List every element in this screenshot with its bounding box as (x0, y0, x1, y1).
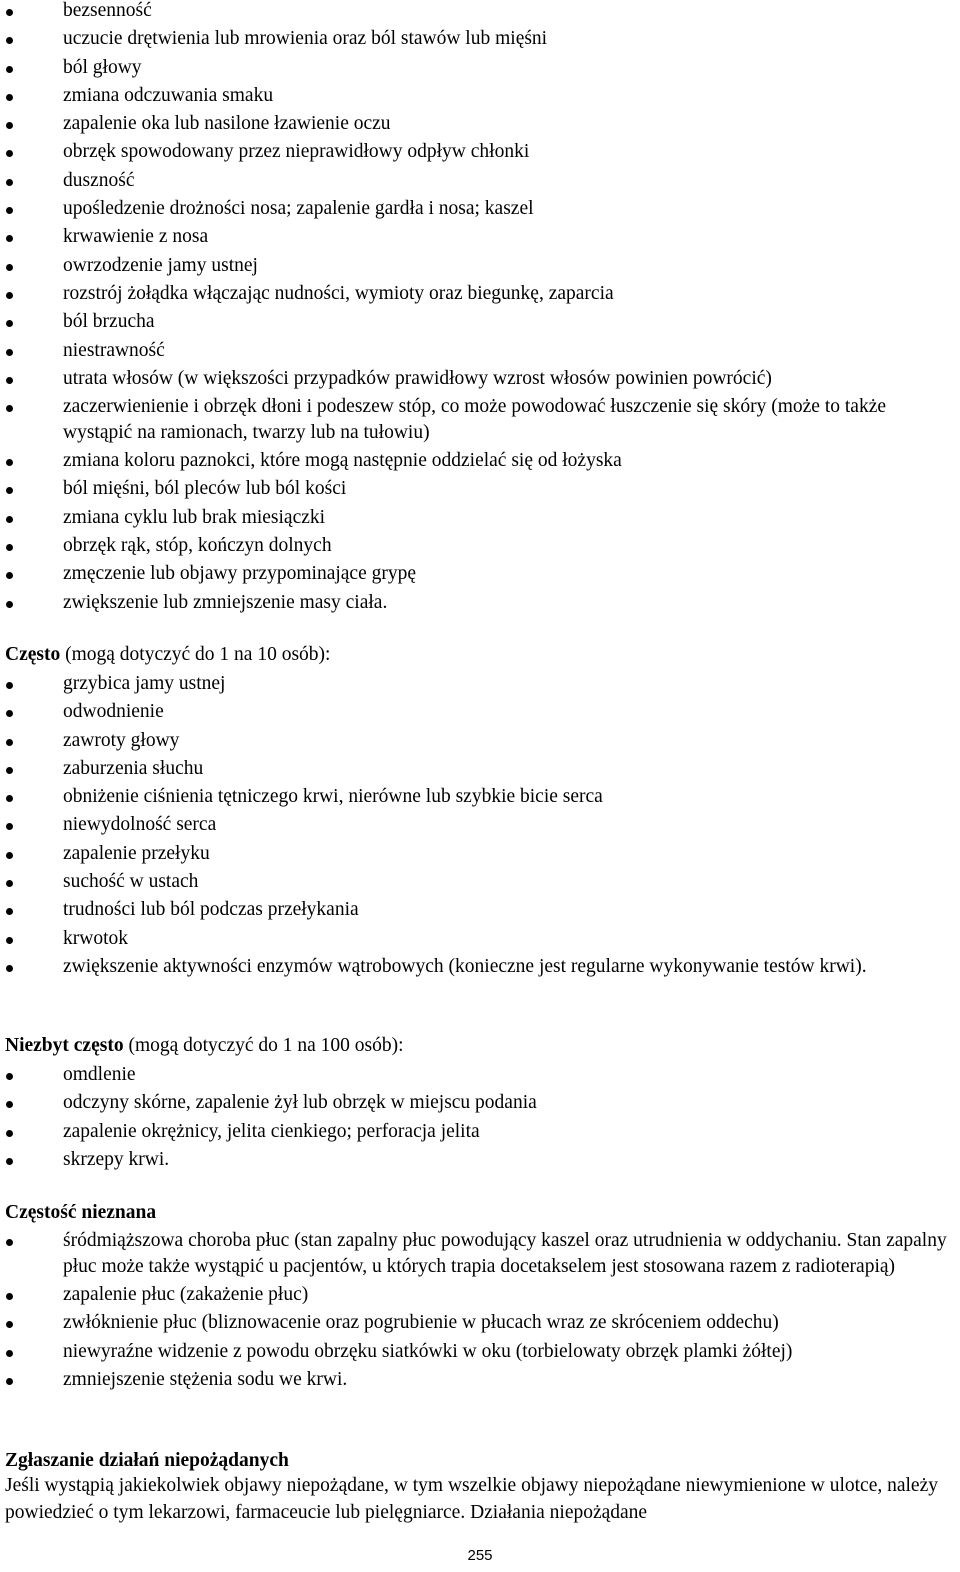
list-item (0, 280, 960, 308)
list-item-text: niewydolność serca (63, 814, 217, 836)
list-item-text: upośledzenie drożności nosa; zapalenie gardła i nosa; kaszel (63, 198, 534, 220)
list-item (0, 953, 960, 981)
bullet-icon (6, 320, 13, 327)
list-item (0, 475, 960, 503)
list-item-text: suchość w ustach (63, 871, 199, 893)
list-item (0, 1089, 960, 1117)
list-item (0, 1227, 960, 1281)
bullet-icon (6, 264, 13, 271)
list-item-text: zapalenie okrężnicy, jelita cienkiego; perforacja jelita (63, 1120, 480, 1142)
bullet-icon (6, 459, 13, 466)
list-item (0, 308, 960, 336)
bullet-icon (6, 66, 13, 73)
list-item-text: zapalenie przełyku (63, 842, 210, 864)
list-item-text: śródmiąższowa choroba płuc (stan zapalny płuc powodujący kaszel oraz utrudnienia w oddychaniu. Stan zapalny płuc może także wystąpić u pacjentów, u których trapia docetakselem jest stosowana razem z radioterapią) (63, 1230, 947, 1277)
bullet-icon (6, 179, 13, 186)
list-item (0, 138, 960, 166)
bullet-icon (6, 516, 13, 523)
list-item-text: zwiększenie aktywności enzymów wątrobowych (konieczne jest regularne wykonywanie testów krwi). (63, 955, 867, 977)
list-item-text: rozstrój żołądka włączając nudności, wymioty oraz biegunkę, zaparcia (63, 282, 614, 304)
heading-rest: (mogą dotyczyć do 1 na 100 osób): (123, 1035, 404, 1056)
bullet-icon (6, 739, 13, 746)
list-item (0, 868, 960, 896)
heading-bold: Często (5, 644, 61, 665)
bullet-icon (6, 1073, 13, 1080)
list-item-text: zmiana koloru paznokci, które mogą następnie oddzielać się od łożyska (63, 450, 622, 472)
list-item (0, 755, 960, 783)
side-effects-list-unknown (0, 1227, 960, 1394)
list-item (0, 896, 960, 924)
list-item-text: niewyraźne widzenie z powodu obrzęku siatkówki w oku (torbielowaty obrzęk plamki żółtej) (63, 1340, 793, 1362)
bullet-icon (6, 823, 13, 830)
list-item-text: owrzodzenie jamy ustnej (63, 254, 258, 276)
list-item-text: zapalenie płuc (zakażenie płuc) (63, 1284, 309, 1305)
list-item-text: omdlenie (63, 1064, 136, 1085)
list-item-text: zaburzenia słuchu (63, 757, 204, 779)
bullet-icon (6, 1378, 13, 1385)
list-item (0, 223, 960, 251)
bullet-icon (6, 601, 13, 608)
list-item-text: zaczerwienienie i obrzęk dłoni i podeszew stóp, co może powodować łuszczenie się skóry (może to także wystąpić na ramionach, twarzy lub na tułowiu) (63, 396, 887, 444)
side-effects-list-continued (0, 0, 960, 617)
bullet-icon (6, 1293, 13, 1300)
list-item-text: zmniejszenie stężenia sodu we krwi. (63, 1368, 348, 1390)
list-item (0, 195, 960, 223)
list-item-text: obniżenie ciśnienia tętniczego krwi, nierówne lub szybkie bicie serca (63, 786, 603, 808)
list-item-text: utrata włosów (w większości przypadków prawidłowy wzrost włosów powinien powrócić) (63, 367, 772, 389)
list-item (0, 54, 960, 82)
bullet-icon (6, 1101, 13, 1108)
list-item (0, 925, 960, 953)
list-item (0, 25, 960, 53)
bullet-icon (6, 544, 13, 551)
frequency-heading-unknown (5, 1199, 156, 1227)
bullet-icon (6, 377, 13, 384)
bullet-icon (6, 487, 13, 494)
list-item-text: obrzęk spowodowany przez nieprawidłowy odpływ chłonki (63, 141, 530, 163)
bullet-icon (6, 937, 13, 944)
list-item-text: zawroty głowy (63, 729, 180, 751)
bullet-icon (6, 349, 13, 356)
bullet-icon (6, 37, 13, 44)
list-item (0, 1309, 960, 1337)
list-item (0, 1338, 960, 1366)
side-effects-list-uncommon (0, 1061, 960, 1174)
bullet-icon (6, 122, 13, 129)
bullet-icon (6, 767, 13, 774)
list-item (0, 1061, 960, 1089)
list-item (0, 0, 960, 25)
list-item (0, 560, 960, 588)
bullet-icon (6, 880, 13, 887)
list-item-text: odczyny skórne, zapalenie żył lub obrzęk w miejscu podania (63, 1092, 537, 1114)
bullet-icon (6, 235, 13, 242)
list-item-text: obrzęk rąk, stóp, kończyn dolnych (63, 535, 332, 557)
bullet-icon (6, 94, 13, 101)
reporting-heading (5, 1447, 289, 1475)
list-item (0, 589, 960, 617)
list-item (0, 504, 960, 532)
frequency-heading-uncommon (5, 1032, 404, 1060)
list-item-text: grzybica jamy ustnej (63, 673, 226, 694)
page-number: 255 (467, 1547, 493, 1564)
bullet-icon (6, 1130, 13, 1137)
bullet-icon (6, 1239, 13, 1246)
list-item-text: duszność (63, 169, 135, 191)
list-item-text: zwiększenie lub zmniejszenie masy ciała. (63, 591, 388, 613)
list-item (0, 393, 960, 447)
heading-bold: Niezbyt często (5, 1035, 124, 1056)
list-item-text: zmiana odczuwania smaku (63, 84, 274, 106)
list-item (0, 1281, 960, 1309)
list-item (0, 727, 960, 755)
bullet-icon (6, 292, 13, 299)
list-item-text: trudności lub ból podczas przełykania (63, 899, 359, 921)
bullet-icon (6, 207, 13, 214)
bullet-icon (6, 795, 13, 802)
list-item (0, 82, 960, 110)
bullet-icon (6, 965, 13, 972)
list-item (0, 532, 960, 560)
bullet-icon (6, 852, 13, 859)
list-item-text: ból głowy (63, 56, 142, 78)
list-item-text: bezsenność (63, 0, 152, 21)
list-item-text: zapalenie oka lub nasilone łzawienie oczu (63, 113, 391, 135)
list-item (0, 1146, 960, 1174)
list-item-text: krwawienie z nosa (63, 226, 209, 248)
bullet-icon (6, 710, 13, 717)
bullet-icon (6, 1321, 13, 1328)
list-item (0, 840, 960, 868)
bullet-icon (6, 1158, 13, 1165)
bullet-icon (6, 572, 13, 579)
list-item (0, 1118, 960, 1146)
heading-bold: Zgłaszanie działań niepożądanych (5, 1450, 289, 1471)
list-item (0, 447, 960, 475)
list-item-text: zmiana cyklu lub brak miesiączki (63, 506, 326, 528)
list-item-text: ból mięśni, ból pleców lub ból kości (63, 478, 347, 500)
list-item (0, 252, 960, 280)
bullet-icon (6, 150, 13, 157)
list-item (0, 167, 960, 195)
list-item (0, 110, 960, 138)
list-item (0, 783, 960, 811)
list-item (0, 698, 960, 726)
list-item (0, 337, 960, 365)
bullet-icon (6, 1350, 13, 1357)
side-effects-list-common (0, 670, 960, 981)
list-item-text: ból brzucha (63, 311, 155, 333)
list-item-text: niestrawność (63, 339, 165, 361)
list-item-text: zmęczenie lub objawy przypominające grypę (63, 563, 417, 585)
bullet-icon (6, 405, 13, 412)
bullet-icon (6, 908, 13, 915)
reporting-paragraph: Jeśli wystąpią jakiekolwiek objawy niepożądane, w tym wszelkie objawy niepożądane niewymienione w ulotce, należy powiedzieć o tym lekarzowi, farmaceucie lub pielęgniarce. Działania niepożądane (5, 1475, 938, 1523)
bullet-icon (6, 9, 13, 16)
list-item (0, 1366, 960, 1394)
list-item-text: uczucie drętwienia lub mrowienia oraz ból stawów lub mięśni (63, 28, 548, 50)
list-item-text: krwotok (63, 927, 128, 949)
heading-rest: (mogą dotyczyć do 1 na 10 osób): (60, 644, 331, 665)
frequency-heading-common (5, 641, 330, 669)
list-item (0, 811, 960, 839)
list-item-text: odwodnienie (63, 701, 164, 723)
heading-bold: Częstość nieznana (5, 1202, 157, 1223)
list-item (0, 365, 960, 393)
list-item-text: zwłóknienie płuc (bliznowacenie oraz pogrubienie w płucach wraz ze skróceniem oddechu) (63, 1312, 779, 1334)
list-item (0, 670, 960, 698)
list-item-text: skrzepy krwi. (63, 1148, 170, 1170)
bullet-icon (6, 682, 13, 689)
